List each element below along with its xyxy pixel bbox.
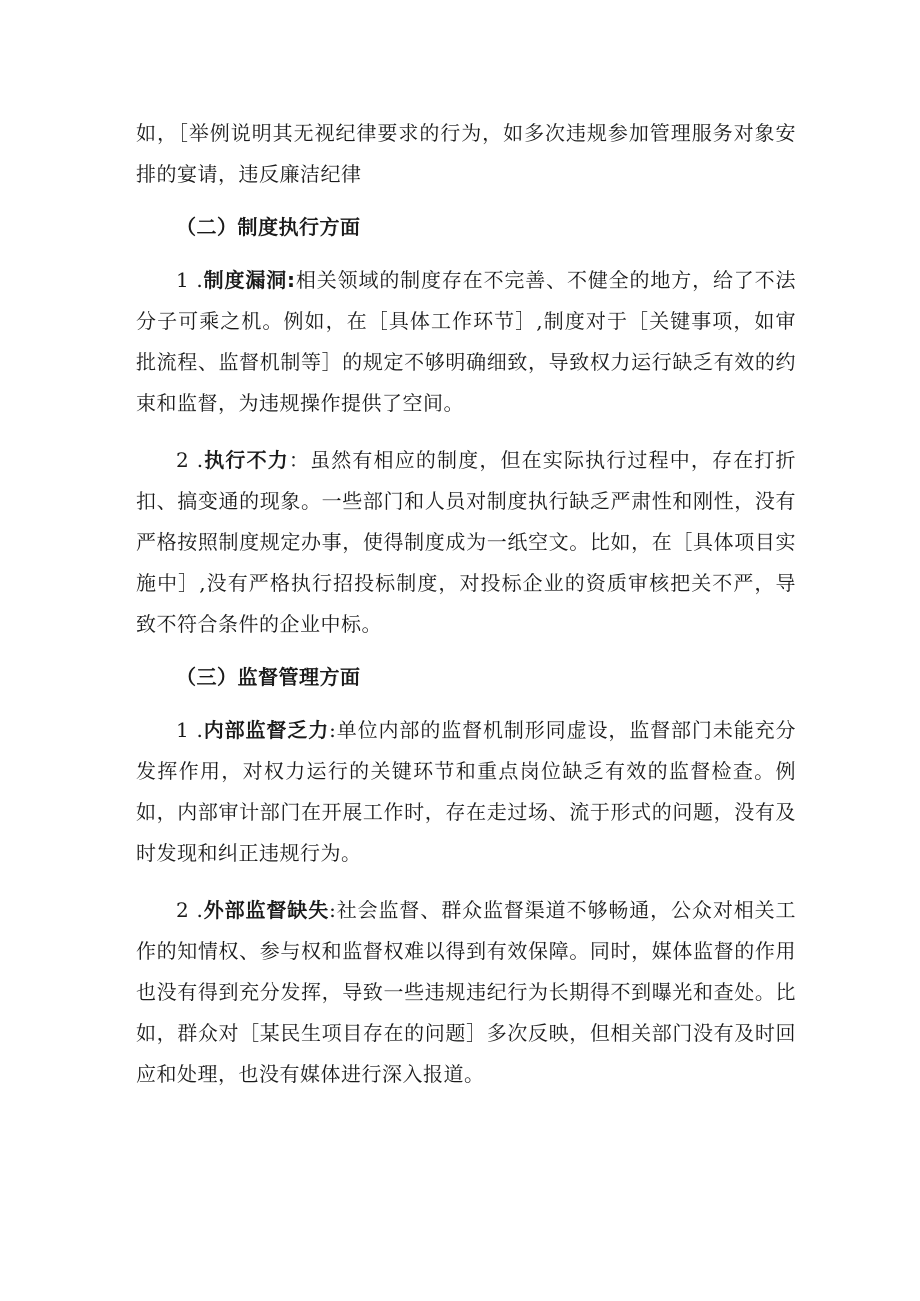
item-number: 1 . — [176, 268, 204, 292]
item-number: 1 . — [176, 718, 204, 742]
item-title: 外部监督缺失 — [203, 898, 330, 922]
item-text: 相关领域的制度存在不完善、不健全的地方，给了不法分子可乘之机。例如，在［具体工作环节］,制度对于［关键事项，如审批流程、监督机制等］的规定不够明确细致，导致权力运行缺乏有效的约束和监督，为违规操作提供了空间。 — [136, 268, 796, 415]
item-2-2 — [136, 440, 796, 645]
item-text: :社会监督、群众监督渠道不够畅通，公众对相关工作的知情权、参与权和监督权难以得到有效保障。同时，媒体监督的作用也没有得到充分发挥，导致一些违规违纪行为长期得不到曝光和查处。比如，群众对［某民生项目存在的问题］多次反映，但相关部门没有及时回应和处理，也没有媒体进行深入报道。 — [136, 898, 796, 1086]
item-2-1 — [136, 260, 796, 424]
item-text: ：虽然有相应的制度，但在实际执行过程中，存在打折扣、搞变通的现象。一些部门和人员对制度执行缺乏严肃性和刚性，没有严格按照制度规定办事，使得制度成为一纸空文。比如，在［具体项目实施中］,没有严格执行招投标制度，对投标企业的资质审核把关不严，导致不符合条件的企业中标。 — [136, 448, 797, 636]
item-title: 内部监督乏力 — [203, 718, 330, 742]
item-number: 2 . — [176, 898, 204, 922]
item-3-1 — [136, 710, 796, 874]
paragraph-continued: 如，［举例说明其无视纪律要求的行为，如多次违规参加管理服务对象安排的宴请，违反廉洁纪律 — [136, 121, 796, 186]
item-text: :单位内部的监督机制形同虚设，监督部门未能充分发挥作用，对权力运行的关键环节和重点岗位缺乏有效的监督检查。例如，内部审计部门在开展工作时，存在走过场、流于形式的问题，没有及时发现和纠正违规行为。 — [136, 718, 796, 865]
item-title: 执行不力 — [203, 448, 289, 472]
item-title: 制度漏洞: — [203, 268, 296, 292]
section-heading-3: （三）监督管理方面 — [176, 665, 361, 689]
document-page — [136, 113, 796, 1095]
item-3-2 — [136, 890, 796, 1095]
section-heading-2: （二）制度执行方面 — [176, 215, 361, 239]
item-number: 2 . — [176, 448, 204, 472]
